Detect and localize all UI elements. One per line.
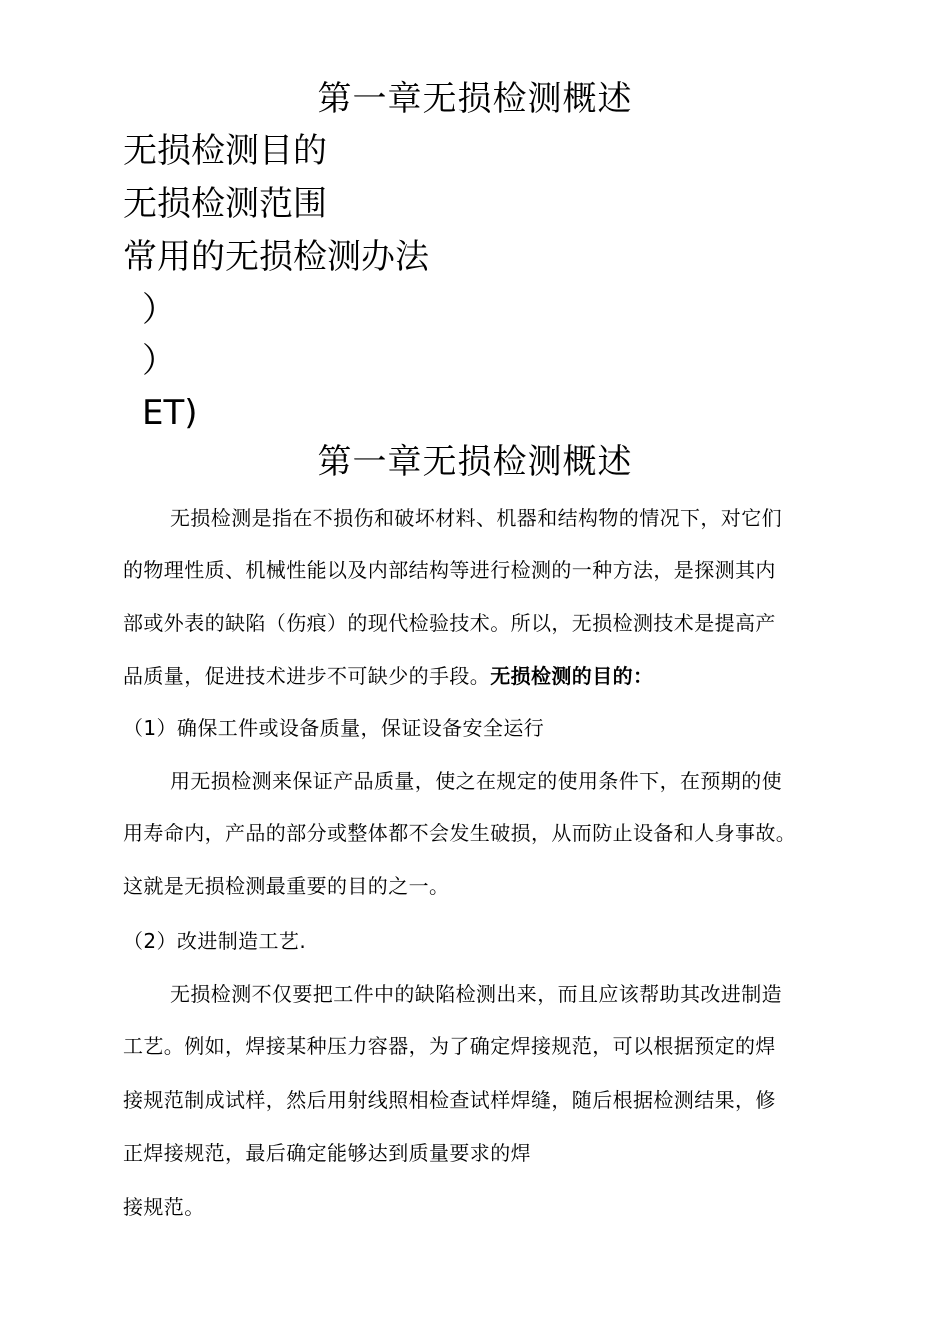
purpose-heading: 无损检测的目的： (490, 664, 654, 688)
toc-item-fragment-1: ） (142, 290, 176, 330)
paragraph-line: 的物理性质、机械性能以及内部结构等进行检测的一种方法，是探测其内 (123, 558, 776, 582)
paragraph-line: 部或外表的缺陷（伤痕）的现代检验技术。所以，无损检测技术是提高产 (123, 611, 776, 635)
paragraph-line: 工艺。例如，焊接某种压力容器，为了确定焊接规范，可以根据预定的焊 (123, 1034, 776, 1058)
toc-item-methods: 常用的无损检测办法 (123, 237, 429, 277)
paragraph-line: 无损检测不仅要把工件中的缺陷检测出来，而且应该帮助其改进制造 (170, 982, 782, 1006)
paragraph-line: 无损检测是指在不损伤和破坏材料、机器和结构物的情况下，对它们 (170, 506, 782, 530)
paragraph-line: 用无损检测来保证产品质量，使之在规定的使用条件下，在预期的使 (170, 769, 782, 793)
list-item-heading-2: （2）改进制造工艺. (123, 929, 307, 953)
paragraph-line: 接规范。 (123, 1195, 205, 1219)
toc-item-fragment-et: ET) (142, 393, 198, 433)
section-title: 第一章无损检测概述 (317, 442, 633, 482)
toc-item-fragment-2: ） (142, 341, 176, 381)
paragraph-line: 用寿命内，产品的部分或整体都不会发生破损，从而防止设备和人身事故。 (123, 821, 797, 845)
list-item-heading-1: （1）确保工件或设备质量，保证设备安全运行 (123, 716, 545, 740)
toc-item-scope: 无损检测范围 (123, 184, 327, 224)
toc-item-purpose: 无损检测目的 (123, 131, 327, 171)
paragraph-line: 这就是无损检测最重要的目的之一。 (123, 874, 450, 898)
paragraph-text: 品质量，促进技术进步不可缺少的手段。 (123, 664, 491, 688)
paragraph-line: 接规范制成试样，然后用射线照相检查试样焊缝，随后根据检测结果，修 (123, 1088, 776, 1112)
paragraph-line: 正焊接规范，最后确定能够达到质量要求的焊 (123, 1141, 531, 1165)
chapter-title: 第一章无损检测概述 (317, 79, 633, 119)
paragraph-line (123, 663, 653, 689)
